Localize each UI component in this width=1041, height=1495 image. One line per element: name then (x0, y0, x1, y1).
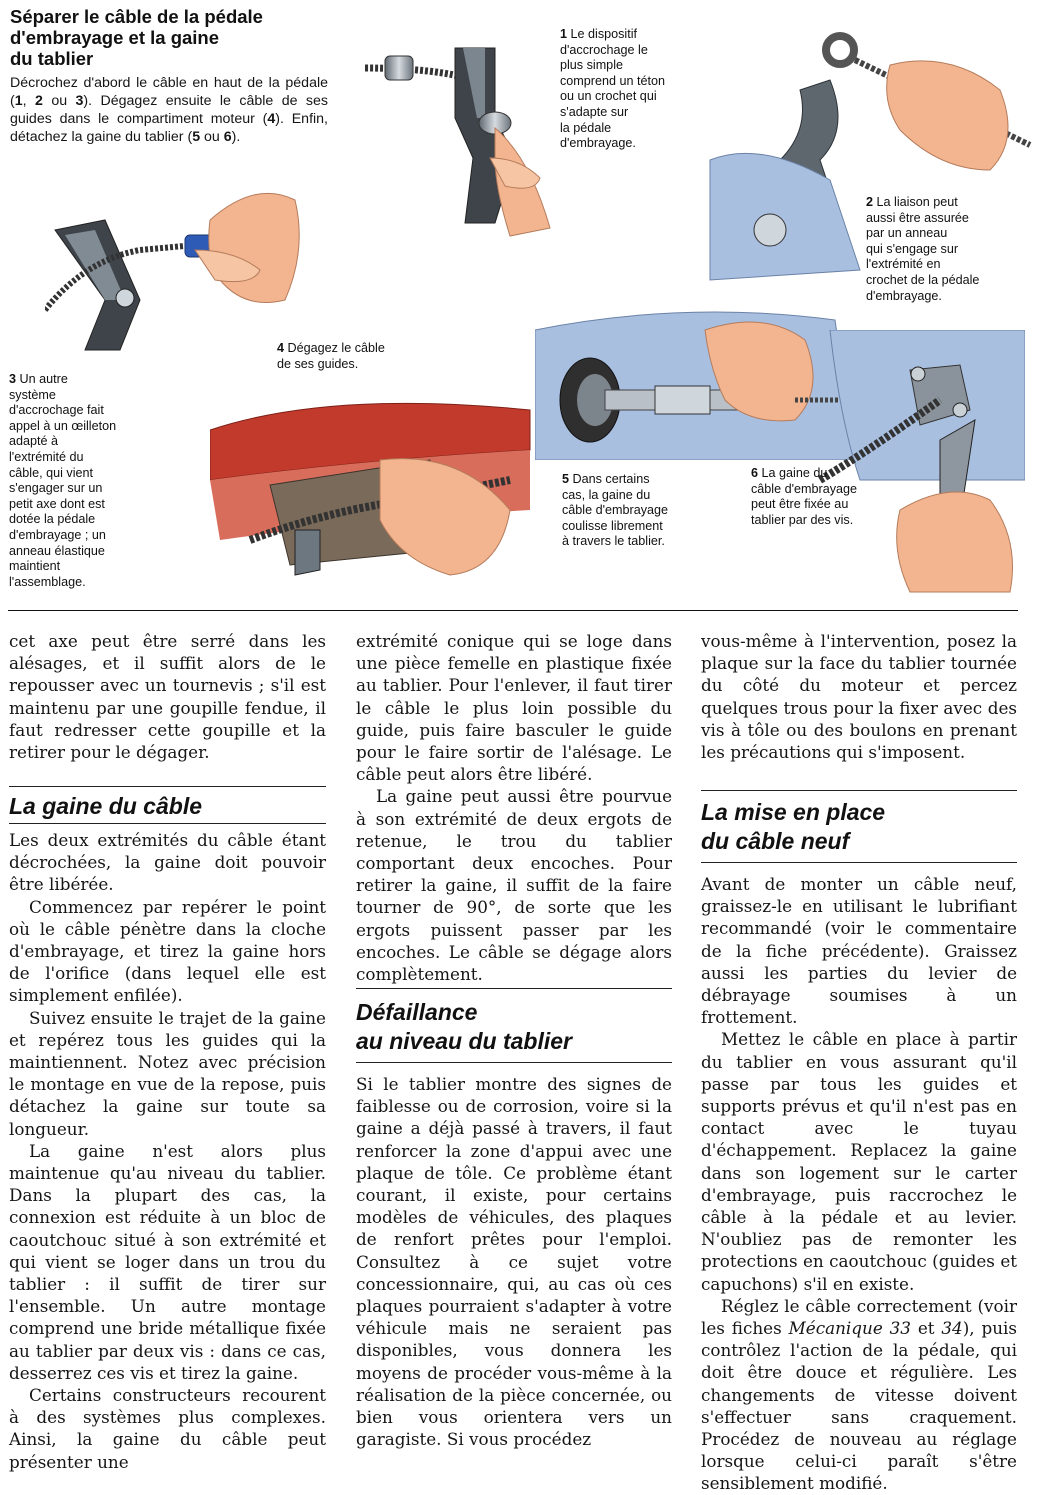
column-1-body (9, 829, 326, 1473)
heading-rule (356, 988, 672, 989)
heading-rule (9, 823, 326, 824)
paragraph: Avant de monter un câble neuf, graissez-le en utilisant le lubrifiant recommandé (voir le commentaire de la fiche précédente). Graissez aussi les parties du levier de débrayage soumises à un frottement. (701, 874, 1017, 1028)
paragraph: Mettez le câble en place à partir du tablier en vous assurant qu'il passe par tous les guides et supports prévus et qu'il n'est pas en contact avec le tuyau d'échappement. Replacez la gaine dans son logement sur le carter d'embrayage, puis raccrochez le câble à la pédale et au levier. N'oubliez pas de remonter les protections en caoutchouc (guides et capuchons) s'il en existe. (701, 1029, 1017, 1294)
heading-rule (701, 862, 1017, 863)
column-2-top (356, 630, 672, 985)
section-heading: La mise en place du câble neuf (701, 799, 886, 854)
paragraph: Si le tablier montre des signes de faiblesse ou de corrosion, voire si la gaine a déjà passé à travers, il faut renforcer la zone d'appui avec une plaque de tôle. Ce problème étant courant, il existe, pour certains modèles de véhicules, des plaques de renfort prêtes pour l'emploi. Consultez à ce sujet votre concessionnaire, qui, au cas où ces plaques pourraient s'adapter à votre véhicule mais ne seraient pas disponibles, vous donnera les moyens de procéder vous-même à la réalisation de la pièce concernée, ou bien vous orientera vers un garagiste. Si vous procédez (356, 1074, 672, 1450)
intro-paragraph: Décrochez d'abord le câble en haut de la pédale (1, 2 ou 3). Dégagez ensuite le câble de ses guides dans le compartiment moteur (4). Enfin, détachez la gaine du tablier (5 ou 6). (10, 75, 328, 145)
page-title (10, 6, 340, 69)
caption-6: 6 La gaine du câble d'embrayage peut être fixée au tablier par des vis. (751, 466, 858, 527)
paragraph: Suivez ensuite le trajet de la gaine et repérez tous les guides qui la maintiennent. Notez avec précision le montage en vue de la repose, puis détachez la gaine sur toute sa longueur. (9, 1007, 326, 1139)
caption-5: 5 Dans certains cas, la gaine du câble d'embrayage coulisse librement à travers le tablier. (562, 472, 669, 549)
paragraph: La gaine peut aussi être pourvue à son extrémité de deux ergots de retenue, le trou du tablier comportant deux encoches. Pour retirer la gaine, il suffit de la faire tourner de 90°, de sorte que les ergots puissent passer par les encoches. Le câble se dégage alors complètement. (356, 786, 672, 985)
caption-2: 2 La liaison peut aussi être assurée par un anneau qui s'engage sur l'extrémité en crochet de la pédale d'embrayage. (866, 195, 980, 303)
illustration-6-screwed-sleeve (800, 330, 1025, 595)
column-3-body (701, 873, 1017, 1495)
caption-3: 3 Un autre système d'accrochage fait appel à un œilleton adapté à l'extrémité du câble, qui vient s'engager sur un petit axe dont est dotée la pédale d'embrayage ; un anneau élastique maintient l'assemblage. (9, 372, 117, 589)
paragraph: La gaine n'est alors plus maintenue qu'au niveau du tablier. Dans la plupart des cas, la connexion est réduite à un bloc de caoutchouc situé à son extrémité et qui vient se loger dans un trou du tablier : il suffit de tirer sur l'ensemble. Un autre montage comprend une bride métallique fixée au tablier par deux vis : dans ce cas, desserrez ces vis et tirez la gaine. (9, 1140, 326, 1383)
column-1-top (9, 630, 326, 763)
heading-rule (701, 790, 1017, 791)
column-3-top (701, 630, 1017, 763)
title-line: du tablier (10, 48, 94, 69)
paragraph: Réglez le câble correctement (voir les fiches Mécanique 33 et 34), puis contrôlez l'action de la pédale, qui doit être douce et régulière. Les changements de vitesse doivent s'effectuer sans craquement. Procédez de nouveau au réglage lorsque celui-ci paraît s'être sensiblement modifié. (701, 1295, 1017, 1494)
title-line: d'embrayage et la gaine (10, 27, 220, 48)
illustration-4-cable-guides (210, 390, 535, 600)
title-line: Séparer le câble de la pédale (10, 6, 263, 27)
illustration-1-clevis-hook (345, 8, 560, 238)
heading-rule (9, 786, 326, 787)
caption-4: 4 Dégagez le câble de ses guides. (277, 341, 385, 371)
caption-1: 1 Le dispositif d'accrochage le plus simple comprend un téton ou un crochet qui s'adapte sur la pédale d'embrayage. (560, 27, 666, 151)
paragraph: Commencez par repérer le point où le câble pénètre dans la cloche d'embrayage, et tirez la gaine hors de l'orifice (dans lequel elle est simplement enfilée). (9, 896, 326, 1006)
paragraph: cet axe peut être serré dans les alésages, et il suffit alors de le repousser avec un tournevis ; s'il est maintenu par une goupille fendue, il faut redresser cette goupille et la retirer pour le dégager. (9, 631, 326, 763)
heading-rule (356, 1062, 672, 1063)
illustration-3-eyelet-pedal (45, 180, 310, 370)
column-2-body (356, 1073, 672, 1450)
paragraph: Certains constructeurs recourent à des systèmes plus complexes. Ainsi, la gaine du câble peut présenter une (9, 1385, 326, 1472)
paragraph: extrémité conique qui se loge dans une pièce femelle en plastique fixée au tablier. Pour l'enlever, il faut tirer le câble le plus loin possible du guide, puis faire basculer le guide pour le faire sortir de l'alésage. Le câble peut alors être libéré. (356, 631, 672, 785)
section-heading: La gaine du câble (9, 793, 202, 819)
section-divider (8, 610, 1018, 611)
paragraph: vous-même à l'intervention, posez la plaque sur la face du tablier tournée du côté du moteur et percez quelques trous pour la fixer avec des vis à tôle ou des boulons en prenant les précautions qui s'imposent. (701, 631, 1017, 763)
paragraph: Les deux extrémités du câble étant décrochées, la gaine doit pouvoir être libérée. (9, 830, 326, 895)
section-heading: Défaillance au niveau du tablier (356, 999, 572, 1054)
